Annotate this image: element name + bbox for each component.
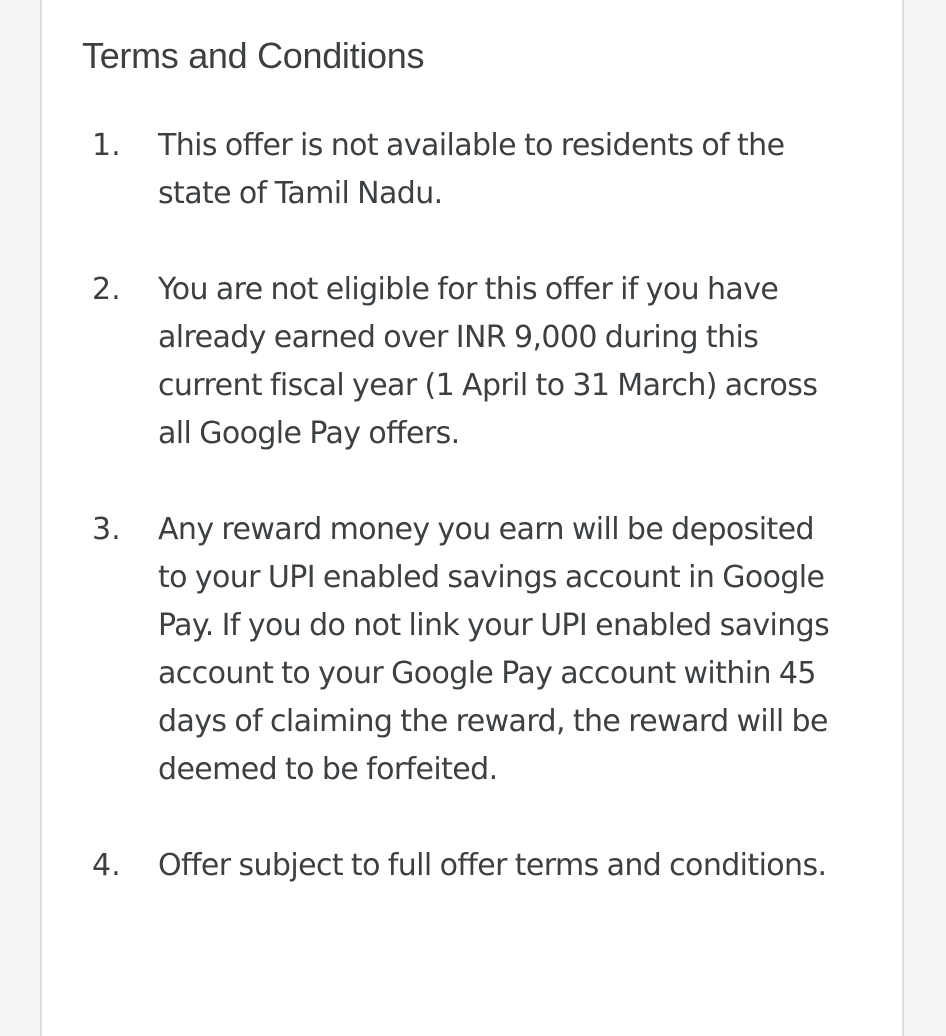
list-item	[42, 122, 902, 218]
terms-list	[42, 122, 902, 938]
term-number: 3.	[92, 512, 121, 547]
list-item	[42, 266, 902, 458]
terms-card	[40, 0, 904, 1036]
term-text: Offer subject to full offer terms and conditions.	[158, 848, 827, 883]
term-text: You are not eligible for this offer if you have already earned over INR 9,000 during this current fiscal year (1 April to 31 March) across all Google Pay offers.	[158, 272, 818, 451]
term-text: Any reward money you earn will be deposited to your UPI enabled savings account in Google Pay. If you do not link your UPI enabled savings account to your Google Pay account within 45 days of claiming the reward, the reward will be deemed to be forfeited.	[158, 512, 830, 787]
term-number: 2.	[92, 272, 121, 307]
list-item	[42, 842, 902, 890]
list-item	[42, 506, 902, 794]
term-text: This offer is not available to residents of the state of Tamil Nadu.	[158, 128, 785, 211]
term-number: 1.	[92, 128, 121, 163]
term-number: 4.	[92, 848, 121, 883]
page-title: Terms and Conditions	[82, 35, 425, 76]
